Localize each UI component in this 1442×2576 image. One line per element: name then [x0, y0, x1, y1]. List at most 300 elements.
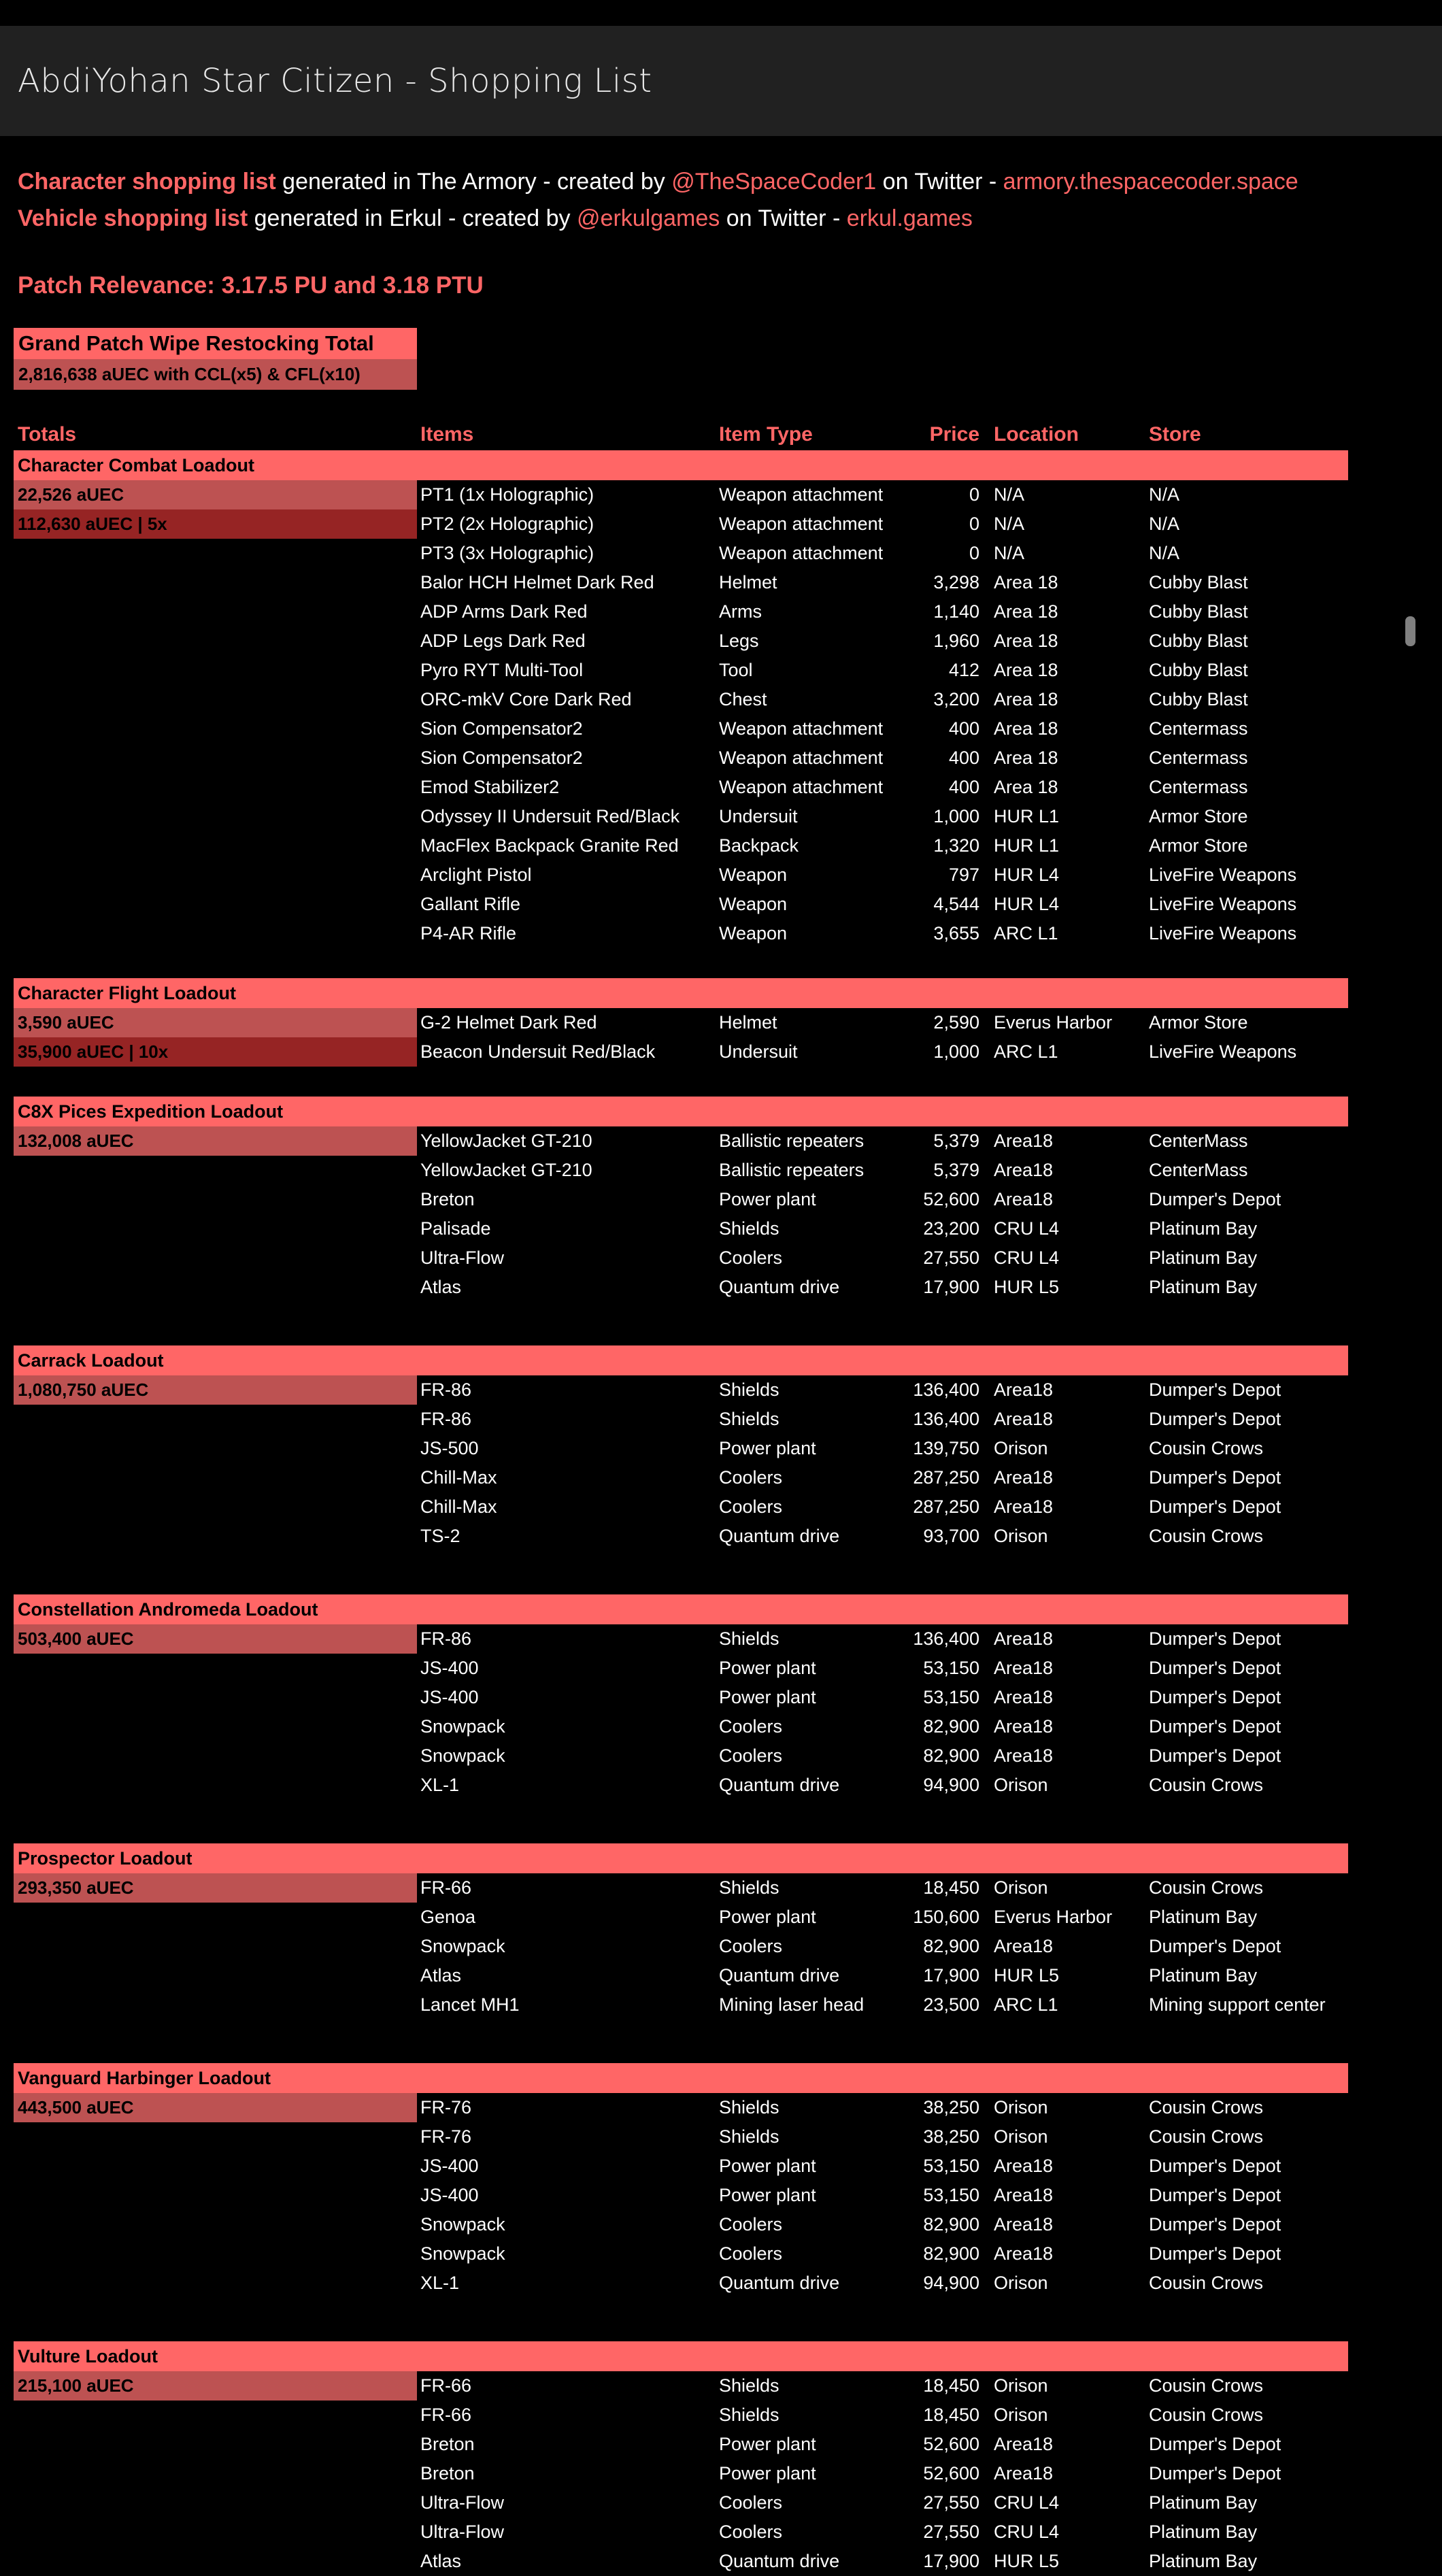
- item-location: Area18: [994, 1189, 1054, 1209]
- item-location: ARC L1: [994, 1041, 1058, 1062]
- table-row: [0, 2547, 1442, 2576]
- item-name: Snowpack: [420, 1745, 505, 1766]
- erkul-twitter-link[interactable]: @erkulgames: [577, 205, 720, 231]
- item-type: Coolers: [719, 2522, 783, 2542]
- item-price: 3,200: [933, 689, 979, 709]
- item-name: Ultra-Flow: [420, 1248, 505, 1268]
- item-store: Cousin Crows: [1149, 1438, 1264, 1458]
- item-name: Arclight Pistol: [420, 865, 532, 885]
- item-type: Coolers: [719, 1745, 783, 1766]
- item-store: Platinum Bay: [1149, 1248, 1258, 1268]
- table-row: [0, 1873, 1442, 1903]
- item-type: Coolers: [719, 1716, 783, 1737]
- item-location: Area18: [994, 1628, 1054, 1649]
- table-row: [0, 1961, 1442, 1990]
- item-location: Area18: [994, 1496, 1054, 1517]
- item-price: 412: [948, 660, 979, 680]
- item-name: Odyssey II Undersuit Red/Black: [420, 806, 680, 826]
- loadout-section: [0, 1097, 1442, 1302]
- item-type: Weapon attachment: [719, 514, 884, 534]
- section-title: Vulture Loadout: [14, 2341, 1348, 2371]
- table-row: [0, 919, 1442, 948]
- item-store: Dumper's Depot: [1149, 2214, 1281, 2235]
- item-store: Cousin Crows: [1149, 2375, 1264, 2396]
- table-row: [0, 1741, 1442, 1771]
- item-type: Power plant: [719, 1438, 816, 1458]
- item-type: Coolers: [719, 1248, 783, 1268]
- item-price: 17,900: [923, 2551, 979, 2571]
- table-row: [0, 714, 1442, 743]
- item-location: Area 18: [994, 660, 1058, 680]
- item-type: Undersuit: [719, 806, 798, 826]
- item-type: Undersuit: [719, 1041, 798, 1062]
- item-price: 0: [969, 514, 979, 534]
- item-store: Dumper's Depot: [1149, 1658, 1281, 1678]
- item-name: Chill-Max: [420, 1467, 497, 1488]
- table-row: [0, 2371, 1442, 2401]
- item-location: N/A: [994, 484, 1025, 505]
- item-store: CenterMass: [1149, 1160, 1248, 1180]
- item-store: Armor Store: [1149, 835, 1248, 856]
- item-price: 287,250: [913, 1496, 979, 1517]
- grand-total-label: Grand Patch Wipe Restocking Total: [14, 328, 417, 359]
- item-price: 3,655: [933, 923, 979, 943]
- section-gap: [0, 1302, 1442, 1345]
- section-total: 132,008 aUEC: [14, 1126, 417, 1156]
- item-price: 1,320: [933, 835, 979, 856]
- item-name: Breton: [420, 1189, 475, 1209]
- item-location: Area18: [994, 1936, 1054, 1956]
- item-type: Power plant: [719, 1907, 816, 1927]
- item-store: N/A: [1149, 543, 1180, 563]
- table-row: [0, 1214, 1442, 1243]
- item-name: ADP Legs Dark Red: [420, 631, 586, 651]
- item-price: 53,150: [923, 2156, 979, 2176]
- item-name: ADP Arms Dark Red: [420, 601, 588, 622]
- item-name: PT1 (1x Holographic): [420, 484, 594, 505]
- item-type: Tool: [719, 660, 753, 680]
- item-type: Shields: [719, 1218, 779, 1239]
- item-name: JS-400: [420, 1658, 479, 1678]
- title-bar: [0, 26, 1442, 136]
- item-location: CRU L4: [994, 2492, 1060, 2513]
- item-type: Coolers: [719, 1467, 783, 1488]
- section-total: 3,590 aUEC: [14, 1008, 417, 1037]
- item-type: Helmet: [719, 1012, 777, 1033]
- section-total: 22,526 aUEC: [14, 480, 417, 509]
- item-type: Weapon attachment: [719, 718, 884, 739]
- table-row: [0, 1903, 1442, 1932]
- erkul-link[interactable]: erkul.games: [846, 205, 973, 231]
- item-name: G-2 Helmet Dark Red: [420, 1012, 597, 1033]
- item-type: Shields: [719, 1409, 779, 1429]
- section-title: C8X Pices Expedition Loadout: [14, 1097, 1348, 1126]
- table-row: [0, 480, 1442, 509]
- item-price: 82,900: [923, 2243, 979, 2264]
- item-name: Snowpack: [420, 2243, 505, 2264]
- table-row: [0, 743, 1442, 773]
- item-type: Mining laser head: [719, 1994, 865, 2015]
- item-store: Dumper's Depot: [1149, 1379, 1281, 1400]
- item-store: Dumper's Depot: [1149, 2434, 1281, 2454]
- spacecoder-twitter-link[interactable]: @TheSpaceCoder1: [671, 169, 877, 195]
- item-type: Quantum drive: [719, 1526, 840, 1546]
- item-name: Ultra-Flow: [420, 2522, 505, 2542]
- table-row: [0, 539, 1442, 568]
- item-store: Dumper's Depot: [1149, 1467, 1281, 1488]
- section-gap: [0, 948, 1442, 978]
- item-price: 94,900: [923, 1775, 979, 1795]
- loadout-section: [0, 2341, 1442, 2576]
- item-name: Breton: [420, 2463, 475, 2483]
- shopping-table: [0, 420, 1442, 2576]
- item-store: Dumper's Depot: [1149, 1936, 1281, 1956]
- item-store: Dumper's Depot: [1149, 2156, 1281, 2176]
- sections-container: [0, 450, 1442, 2576]
- item-type: Legs: [719, 631, 759, 651]
- item-location: HUR L5: [994, 1277, 1060, 1297]
- item-price: 1,000: [933, 806, 979, 826]
- item-store: Dumper's Depot: [1149, 1745, 1281, 1766]
- item-type: Coolers: [719, 2214, 783, 2235]
- section-multiplied-total: 35,900 aUEC | 10x: [14, 1037, 417, 1067]
- item-price: 53,150: [923, 2185, 979, 2205]
- table-row: [0, 2181, 1442, 2210]
- item-type: Power plant: [719, 1189, 816, 1209]
- item-name: FR-76: [420, 2097, 472, 2118]
- item-price: 4,544: [933, 894, 979, 914]
- item-location: Orison: [994, 2273, 1048, 2293]
- section-multiplied-total: 112,630 aUEC | 5x: [14, 509, 417, 539]
- item-name: Atlas: [420, 1277, 462, 1297]
- loadout-section: [0, 2063, 1442, 2298]
- item-name: PT2 (2x Holographic): [420, 514, 594, 534]
- section-title: Constellation Andromeda Loadout: [14, 1594, 1348, 1624]
- item-type: Ballistic repeaters: [719, 1160, 865, 1180]
- table-row: [0, 1771, 1442, 1800]
- table-row: [0, 2210, 1442, 2239]
- item-type: Weapon attachment: [719, 777, 884, 797]
- col-price: Price: [929, 423, 979, 446]
- credit-text: on Twitter -: [720, 205, 847, 231]
- table-row: [0, 1126, 1442, 1156]
- item-store: Cousin Crows: [1149, 2273, 1264, 2293]
- table-row: [0, 831, 1442, 860]
- item-type: Quantum drive: [719, 1965, 840, 1986]
- table-row: [0, 1375, 1442, 1405]
- item-price: 18,450: [923, 2375, 979, 2396]
- item-location: Orison: [994, 1775, 1048, 1795]
- item-type: Coolers: [719, 2492, 783, 2513]
- item-location: HUR L4: [994, 865, 1060, 885]
- item-location: HUR L5: [994, 1965, 1060, 1986]
- item-store: Platinum Bay: [1149, 1965, 1258, 1986]
- table-row: [0, 1712, 1442, 1741]
- item-price: 93,700: [923, 1526, 979, 1546]
- item-name: ORC-mkV Core Dark Red: [420, 689, 632, 709]
- section-title: Character Combat Loadout: [14, 450, 1348, 480]
- item-location: Area18: [994, 2243, 1054, 2264]
- table-row: [0, 685, 1442, 714]
- item-type: Coolers: [719, 1496, 783, 1517]
- section-gap: [0, 2298, 1442, 2341]
- item-type: Ballistic repeaters: [719, 1131, 865, 1151]
- item-store: Dumper's Depot: [1149, 1687, 1281, 1707]
- armory-link[interactable]: armory.thespacecoder.space: [1003, 169, 1298, 195]
- item-location: Area18: [994, 1467, 1054, 1488]
- item-store: CenterMass: [1149, 1131, 1248, 1151]
- table-row: [0, 1522, 1442, 1551]
- item-name: FR-66: [420, 2405, 472, 2425]
- item-name: YellowJacket GT-210: [420, 1160, 592, 1180]
- item-store: Dumper's Depot: [1149, 1628, 1281, 1649]
- item-type: Power plant: [719, 1658, 816, 1678]
- item-type: Weapon attachment: [719, 543, 884, 563]
- section-total: 293,350 aUEC: [14, 1873, 417, 1903]
- item-location: Area18: [994, 1745, 1054, 1766]
- item-name: Chill-Max: [420, 1496, 497, 1517]
- table-row: [0, 1243, 1442, 1273]
- table-row: [0, 1434, 1442, 1463]
- item-location: Area 18: [994, 601, 1058, 622]
- item-price: 0: [969, 543, 979, 563]
- page-title: AbdiYohan Star Citizen - Shopping List: [18, 62, 652, 100]
- item-price: 150,600: [913, 1907, 979, 1927]
- scrollbar-thumb[interactable]: [1405, 616, 1415, 646]
- credit-text: on Twitter -: [876, 169, 1003, 195]
- item-location: Orison: [994, 2097, 1048, 2118]
- item-type: Weapon attachment: [719, 748, 884, 768]
- item-name: Emod Stabilizer2: [420, 777, 560, 797]
- item-store: Dumper's Depot: [1149, 2185, 1281, 2205]
- item-price: 5,379: [933, 1160, 979, 1180]
- item-store: Cousin Crows: [1149, 1526, 1264, 1546]
- item-price: 82,900: [923, 2214, 979, 2235]
- table-row: [0, 1463, 1442, 1492]
- item-price: 53,150: [923, 1687, 979, 1707]
- item-location: CRU L4: [994, 1218, 1060, 1239]
- item-location: Area 18: [994, 631, 1058, 651]
- item-name: Beacon Undersuit Red/Black: [420, 1041, 656, 1062]
- item-store: Cubby Blast: [1149, 689, 1248, 709]
- table-row: [0, 1624, 1442, 1654]
- table-row: [0, 2269, 1442, 2298]
- item-location: Everus Harbor: [994, 1907, 1113, 1927]
- item-store: Centermass: [1149, 748, 1248, 768]
- item-price: 1,140: [933, 601, 979, 622]
- loadout-section: [0, 1843, 1442, 2020]
- item-price: 2,590: [933, 1012, 979, 1033]
- item-price: 139,750: [913, 1438, 979, 1458]
- item-location: Area18: [994, 1409, 1054, 1429]
- item-price: 53,150: [923, 1658, 979, 1678]
- table-row: [0, 1156, 1442, 1185]
- item-price: 287,250: [913, 1467, 979, 1488]
- item-store: LiveFire Weapons: [1149, 865, 1297, 885]
- vehicle-list-label: Vehicle shopping list: [18, 205, 248, 231]
- item-location: HUR L4: [994, 894, 1060, 914]
- item-location: Area18: [994, 2185, 1054, 2205]
- item-name: Snowpack: [420, 1936, 505, 1956]
- table-row: [0, 1683, 1442, 1712]
- item-store: Platinum Bay: [1149, 2522, 1258, 2542]
- section-gap: [0, 1067, 1442, 1097]
- item-price: 82,900: [923, 1936, 979, 1956]
- table-row: [0, 1405, 1442, 1434]
- item-store: Armor Store: [1149, 806, 1248, 826]
- item-name: FR-66: [420, 1877, 472, 1898]
- item-price: 38,250: [923, 2126, 979, 2147]
- item-type: Shields: [719, 1628, 779, 1649]
- item-name: Balor HCH Helmet Dark Red: [420, 572, 654, 592]
- col-store: Store: [1149, 423, 1201, 446]
- item-price: 52,600: [923, 2434, 979, 2454]
- item-price: 3,298: [933, 572, 979, 592]
- item-price: 23,500: [923, 1994, 979, 2015]
- loadout-section: [0, 1345, 1442, 1551]
- item-type: Quantum drive: [719, 1775, 840, 1795]
- section-total: 443,500 aUEC: [14, 2093, 417, 2122]
- item-type: Shields: [719, 2126, 779, 2147]
- item-store: Cubby Blast: [1149, 601, 1248, 622]
- item-type: Weapon attachment: [719, 484, 884, 505]
- item-price: 94,900: [923, 2273, 979, 2293]
- section-total: 215,100 aUEC: [14, 2371, 417, 2401]
- grand-total-box: [14, 328, 417, 390]
- item-name: XL-1: [420, 1775, 460, 1795]
- item-location: HUR L1: [994, 806, 1060, 826]
- table-row: [0, 1037, 1442, 1067]
- section-total: 503,400 aUEC: [14, 1624, 417, 1654]
- item-store: Centermass: [1149, 777, 1248, 797]
- loadout-section: [0, 1594, 1442, 1800]
- table-row: [0, 2152, 1442, 2181]
- item-type: Quantum drive: [719, 1277, 840, 1297]
- item-location: Area 18: [994, 777, 1058, 797]
- item-location: N/A: [994, 514, 1025, 534]
- item-name: JS-500: [420, 1438, 479, 1458]
- table-row: [0, 509, 1442, 539]
- item-type: Shields: [719, 1877, 779, 1898]
- item-location: Area 18: [994, 718, 1058, 739]
- col-location: Location: [994, 423, 1079, 446]
- item-name: Breton: [420, 2434, 475, 2454]
- item-type: Arms: [719, 601, 762, 622]
- item-location: Orison: [994, 1438, 1048, 1458]
- col-item-type: Item Type: [719, 423, 813, 446]
- item-name: Lancet MH1: [420, 1994, 520, 2015]
- table-row: [0, 2239, 1442, 2269]
- item-location: Area 18: [994, 689, 1058, 709]
- item-type: Power plant: [719, 2434, 816, 2454]
- item-store: Dumper's Depot: [1149, 2463, 1281, 2483]
- item-name: FR-66: [420, 2375, 472, 2396]
- item-location: Area18: [994, 1687, 1054, 1707]
- item-store: Dumper's Depot: [1149, 1409, 1281, 1429]
- table-row: [0, 2488, 1442, 2518]
- section-title: Character Flight Loadout: [14, 978, 1348, 1008]
- item-location: Area18: [994, 1658, 1054, 1678]
- item-store: Platinum Bay: [1149, 2492, 1258, 2513]
- item-type: Shields: [719, 2405, 779, 2425]
- loadout-section: [0, 978, 1442, 1067]
- table-row: [0, 2518, 1442, 2547]
- item-location: Area18: [994, 2214, 1054, 2235]
- item-store: LiveFire Weapons: [1149, 1041, 1297, 1062]
- item-type: Power plant: [719, 2463, 816, 2483]
- table-row: [0, 1990, 1442, 2020]
- item-name: PT3 (3x Holographic): [420, 543, 594, 563]
- item-name: P4-AR Rifle: [420, 923, 517, 943]
- item-name: JS-400: [420, 2185, 479, 2205]
- item-location: Area18: [994, 2156, 1054, 2176]
- item-store: Mining support center: [1149, 1994, 1326, 2015]
- item-name: FR-86: [420, 1379, 472, 1400]
- item-name: Snowpack: [420, 1716, 505, 1737]
- item-price: 52,600: [923, 1189, 979, 1209]
- item-price: 797: [948, 865, 979, 885]
- item-store: Dumper's Depot: [1149, 1716, 1281, 1737]
- table-row: [0, 1932, 1442, 1961]
- item-type: Quantum drive: [719, 2551, 840, 2571]
- item-location: Orison: [994, 1877, 1048, 1898]
- col-totals: Totals: [18, 423, 77, 446]
- item-location: ARC L1: [994, 923, 1058, 943]
- section-gap: [0, 1800, 1442, 1843]
- intro: [0, 136, 1442, 237]
- item-type: Shields: [719, 2097, 779, 2118]
- item-store: LiveFire Weapons: [1149, 894, 1297, 914]
- table-row: [0, 2430, 1442, 2459]
- credit-text: generated in The Armory - created by: [275, 169, 672, 195]
- item-store: Platinum Bay: [1149, 2551, 1258, 2571]
- section-title: Carrack Loadout: [14, 1345, 1348, 1375]
- table-row: [0, 1654, 1442, 1683]
- item-price: 136,400: [913, 1409, 979, 1429]
- table-row: [0, 2459, 1442, 2488]
- item-type: Quantum drive: [719, 2273, 840, 2293]
- item-location: ARC L1: [994, 1994, 1058, 2015]
- item-price: 400: [948, 748, 979, 768]
- item-name: TS-2: [420, 1526, 460, 1546]
- item-price: 136,400: [913, 1379, 979, 1400]
- item-location: Area 18: [994, 572, 1058, 592]
- item-store: Cubby Blast: [1149, 631, 1248, 651]
- item-location: N/A: [994, 543, 1025, 563]
- item-price: 400: [948, 777, 979, 797]
- table-row: [0, 597, 1442, 626]
- table-header: [0, 420, 1442, 450]
- character-list-credit: [18, 163, 1424, 200]
- item-name: Sion Compensator2: [420, 718, 583, 739]
- patch-relevance: Patch Relevance: 3.17.5 PU and 3.18 PTU: [18, 272, 484, 299]
- table-row: [0, 773, 1442, 802]
- item-name: JS-400: [420, 2156, 479, 2176]
- item-name: Gallant Rifle: [420, 894, 521, 914]
- item-location: Area18: [994, 1379, 1054, 1400]
- credit-text: generated in Erkul - created by: [248, 205, 577, 231]
- item-type: Shields: [719, 1379, 779, 1400]
- item-location: CRU L4: [994, 2522, 1060, 2542]
- item-price: 136,400: [913, 1628, 979, 1649]
- item-type: Weapon: [719, 923, 788, 943]
- table-row: [0, 2093, 1442, 2122]
- item-price: 23,200: [923, 1218, 979, 1239]
- item-store: Cubby Blast: [1149, 660, 1248, 680]
- item-store: Cubby Blast: [1149, 572, 1248, 592]
- item-name: MacFlex Backpack Granite Red: [420, 835, 679, 856]
- item-type: Power plant: [719, 2185, 816, 2205]
